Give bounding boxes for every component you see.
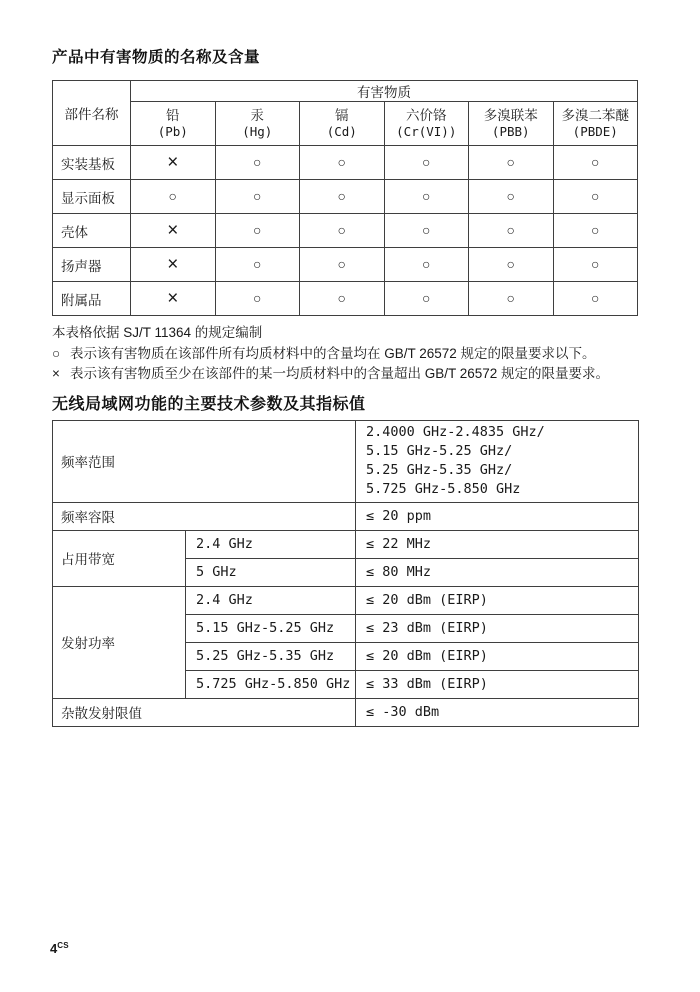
- substance-name: 铅: [166, 108, 180, 123]
- mark: ○: [337, 154, 346, 170]
- rohs-header-row-group: [53, 81, 638, 102]
- rohs-table-row: [53, 214, 638, 248]
- mark: ○: [253, 154, 262, 170]
- mark: ○: [168, 188, 177, 204]
- mark: ○: [422, 222, 431, 238]
- param-value: ≤ 80 MHz: [356, 558, 639, 586]
- freq-range-line: 5.725 GHz-5.850 GHz: [366, 481, 521, 497]
- wlan-row-spurious: [53, 698, 639, 726]
- param-value: ≤ 33 dBm (EIRP): [356, 670, 639, 698]
- mark: ○: [506, 290, 515, 306]
- note-item: [52, 344, 638, 365]
- rohs-substance-header: [131, 102, 216, 146]
- note-text: 本表格依据 SJ/T 11364 的规定编制: [52, 325, 263, 340]
- rohs-table-row: [53, 248, 638, 282]
- rohs-part-header-cell: 部件名称: [53, 81, 131, 146]
- note-text: 表示该有害物质至少在该部件的某一均质材料中的含量超出 GB/T 26572 规定的限量要求。: [70, 366, 610, 381]
- footer-language-code: CS: [57, 941, 69, 950]
- wlan-section-title: 无线局域网功能的主要技术参数及其指标值: [52, 395, 366, 413]
- substance-name: 六价铬: [406, 108, 447, 123]
- substance-name: 多溴二苯醚: [561, 108, 629, 123]
- mark: ○: [591, 188, 600, 204]
- page-content: [52, 48, 638, 727]
- note-item: [52, 323, 638, 344]
- rohs-substance-header: [384, 102, 469, 146]
- mark: ○: [422, 154, 431, 170]
- substance-symbol: (Cr(VI)): [396, 124, 457, 139]
- param-value: ≤ -30 dBm: [356, 698, 639, 726]
- mark: ○: [506, 188, 515, 204]
- note-text: 表示该有害物质在该部件所有均质材料中的含量均在 GB/T 26572 规定的限量要求以下。: [70, 345, 596, 361]
- band-label: 5.25 GHz-5.35 GHz: [186, 642, 356, 670]
- wlan-row-tx-power: [53, 586, 639, 614]
- substance-name: 多溴联苯: [483, 108, 538, 123]
- mark: ○: [506, 256, 515, 272]
- rohs-table-row: [53, 282, 638, 316]
- param-value: ≤ 20 dBm (EIRP): [356, 586, 639, 614]
- mark: ○: [253, 290, 262, 306]
- mark: ○: [591, 154, 600, 170]
- substance-name: 汞: [250, 108, 264, 123]
- part-name: 显示面板: [53, 180, 131, 214]
- mark: ○: [422, 188, 431, 204]
- wlan-row-freq-tolerance: [53, 502, 639, 530]
- part-name: 实装基板: [53, 146, 131, 180]
- mark: ○: [506, 222, 515, 238]
- mark: ○: [253, 256, 262, 272]
- part-name: 扬声器: [53, 248, 131, 282]
- wlan-row-bandwidth: [53, 530, 639, 558]
- mark: ○: [337, 188, 346, 204]
- mark: ×: [167, 288, 179, 309]
- rohs-section-title: 产品中有害物质的名称及含量: [52, 49, 261, 66]
- mark: ○: [591, 290, 600, 306]
- rohs-table-row: [53, 146, 638, 180]
- mark: ○: [337, 290, 346, 306]
- mark: ×: [167, 220, 179, 241]
- wlan-row-freq-range: [53, 420, 639, 502]
- param-value: ≤ 20 ppm: [356, 502, 639, 530]
- part-name: 壳体: [53, 214, 131, 248]
- band-label: 2.4 GHz: [186, 530, 356, 558]
- page-footer: [50, 940, 69, 958]
- cross-mark-icon: ×: [52, 366, 60, 381]
- param-label: 杂散发射限值: [53, 698, 356, 726]
- substance-name: 镉: [335, 108, 349, 123]
- param-label: 频率容限: [53, 502, 356, 530]
- mark: ○: [422, 256, 431, 272]
- rohs-substance-header: [300, 102, 385, 146]
- mark: ○: [506, 154, 515, 170]
- substance-symbol: (PBDE): [572, 124, 618, 139]
- rohs-notes: [52, 323, 638, 385]
- mark: ○: [591, 256, 600, 272]
- param-value: ≤ 22 MHz: [356, 530, 639, 558]
- note-item: [52, 364, 638, 385]
- band-label: 5.15 GHz-5.25 GHz: [186, 614, 356, 642]
- mark: ×: [167, 254, 179, 275]
- param-label: 发射功率: [53, 586, 186, 698]
- freq-range-line: 5.25 GHz-5.35 GHz/: [366, 462, 513, 478]
- band-label: 2.4 GHz: [186, 586, 356, 614]
- substance-symbol: (Pb): [157, 124, 188, 139]
- substance-symbol: (Hg): [242, 124, 273, 139]
- param-label: 占用带宽: [53, 530, 186, 586]
- mark: ○: [253, 188, 262, 204]
- wlan-table: [52, 420, 639, 727]
- rohs-table-row: [53, 180, 638, 214]
- param-label: 频率范围: [53, 420, 356, 502]
- rohs-table: [52, 80, 638, 316]
- substance-symbol: (Cd): [326, 124, 357, 139]
- mark: ○: [422, 290, 431, 306]
- band-label: 5.725 GHz-5.850 GHz: [186, 670, 356, 698]
- param-value: [356, 420, 639, 502]
- freq-range-line: 5.15 GHz-5.25 GHz/: [366, 443, 513, 459]
- freq-range-line: 2.4000 GHz-2.4835 GHz/: [366, 424, 545, 440]
- substance-symbol: (PBB): [491, 124, 530, 139]
- mark: ○: [253, 222, 262, 238]
- rohs-substance-header: [215, 102, 300, 146]
- rohs-header-row-substances: [53, 102, 638, 146]
- footer-page-number: 4: [50, 941, 58, 956]
- rohs-substance-header: [553, 102, 638, 146]
- mark: ○: [591, 222, 600, 238]
- circle-mark-icon: ○: [52, 345, 61, 361]
- rohs-substance-header: [469, 102, 554, 146]
- mark: ×: [167, 152, 179, 173]
- mark: ○: [337, 256, 346, 272]
- param-value: ≤ 20 dBm (EIRP): [356, 642, 639, 670]
- band-label: 5 GHz: [186, 558, 356, 586]
- rohs-group-header-cell: 有害物质: [131, 81, 638, 102]
- param-value: ≤ 23 dBm (EIRP): [356, 614, 639, 642]
- part-name: 附属品: [53, 282, 131, 316]
- mark: ○: [337, 222, 346, 238]
